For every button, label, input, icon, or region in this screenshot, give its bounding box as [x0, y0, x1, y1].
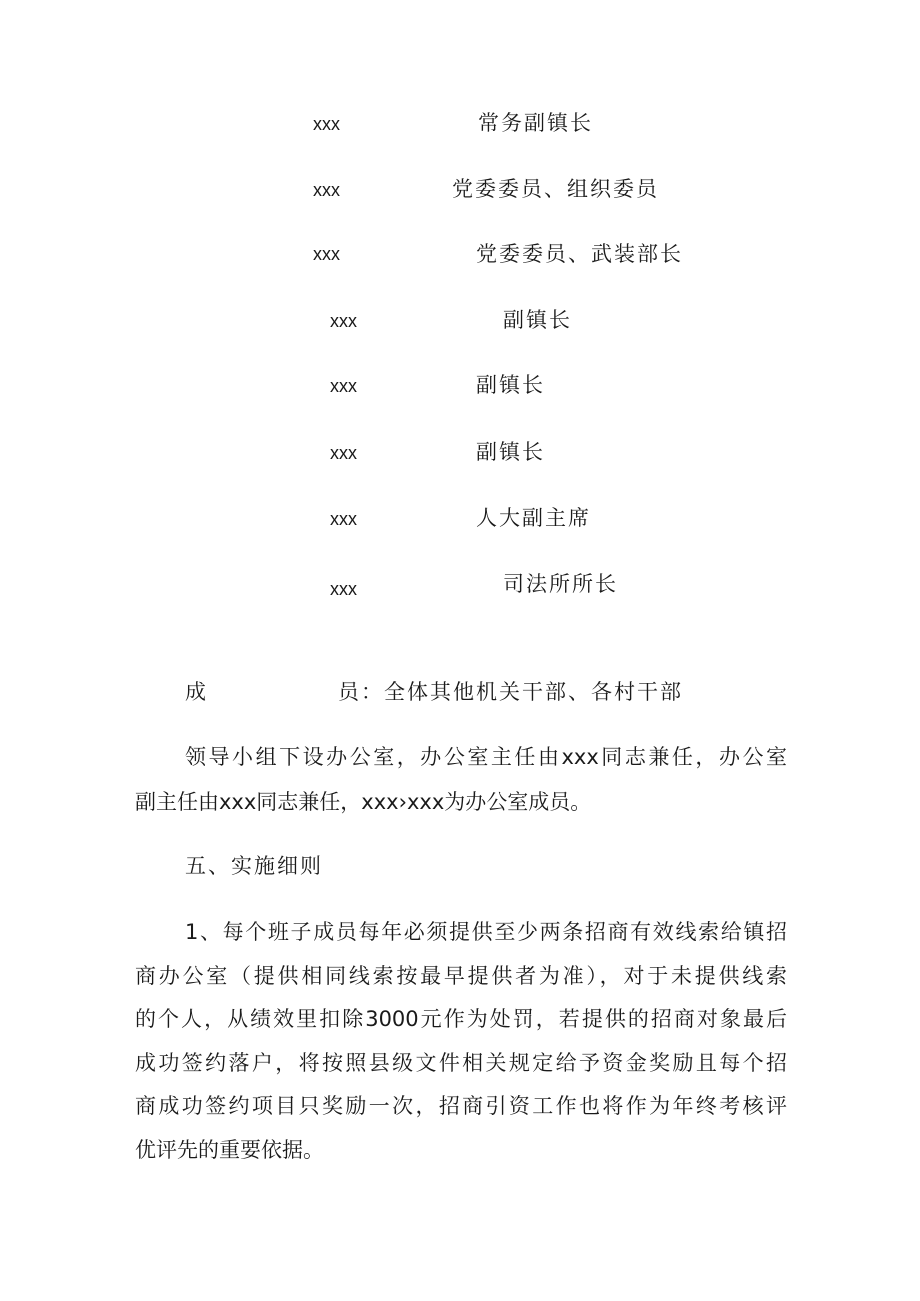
paragraph-line: 副主任由xxx同志兼任，xxx›xxx为办公室成员。	[135, 790, 592, 814]
roster-title: 常务副镇长	[478, 111, 593, 135]
roster-name: xxx	[330, 509, 357, 529]
paragraph-line: 商办公室（提供相同线索按最早提供者为准），对于未提供线索	[135, 964, 787, 988]
roster-name: xxx	[313, 114, 340, 134]
roster-title: 党委委员、组织委员	[452, 177, 659, 201]
members-value: 员：全体其他机关干部、各村干部	[338, 680, 683, 704]
roster-name: xxx	[330, 443, 357, 463]
paragraph-line: 商成功签约项目只奖励一次，招商引资工作也将作为年终考核评	[135, 1094, 787, 1118]
roster-title: 人大副主席	[476, 506, 591, 530]
section-heading: 五、实施细则	[185, 854, 323, 878]
roster-name: xxx	[330, 311, 357, 331]
roster-name: xxx	[330, 579, 357, 599]
paragraph-line: 优评先的重要依据。	[135, 1138, 324, 1162]
paragraph-line: 成功签约落户，将按照县级文件相关规定给予资金奖励且每个招	[135, 1051, 787, 1075]
roster-name: xxx	[313, 244, 340, 264]
roster-title: 副镇长	[503, 308, 572, 332]
members-label: 成	[185, 680, 206, 704]
roster-title: 副镇长	[476, 440, 545, 464]
roster-title: 党委委员、武装部长	[476, 242, 683, 266]
paragraph-line: 1、每个班子成员每年必须提供至少两条招商有效线索给镇招	[185, 920, 787, 944]
roster-title: 副镇长	[476, 373, 545, 397]
roster-title: 司法所所长	[503, 572, 618, 596]
paragraph-line: 的个人，从绩效里扣除3000元作为处罚，若提供的招商对象最后	[135, 1007, 787, 1031]
paragraph-line: 领导小组下设办公室，办公室主任由xxx同志兼任，办公室	[185, 745, 787, 769]
roster-name: xxx	[330, 376, 357, 396]
roster-name: xxx	[313, 180, 340, 200]
